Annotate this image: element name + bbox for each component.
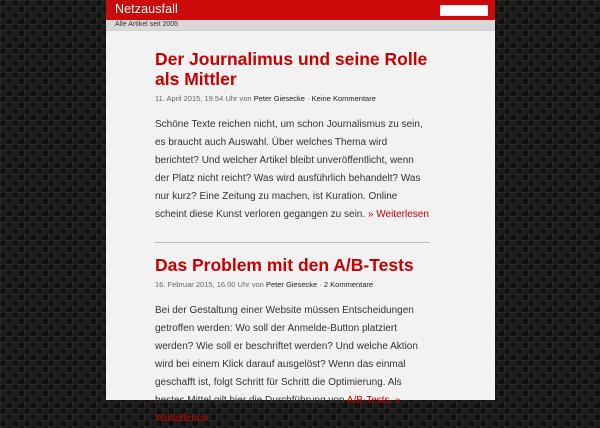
- header-search-box[interactable]: [440, 5, 488, 16]
- post-title-link[interactable]: Das Problem mit den A/B-Tests: [155, 255, 414, 275]
- site-tagline: Alle Artikel seit 2005: [115, 21, 179, 28]
- read-more-link[interactable]: » Weiterlesen: [367, 209, 429, 220]
- site-container: [106, 0, 495, 424]
- post-title-link[interactable]: Der Journalimus und seine Rolle als Mittler: [155, 49, 428, 89]
- post-title: [155, 49, 430, 89]
- tagline-bar: [106, 20, 495, 31]
- meta-separator: ·: [307, 94, 310, 103]
- site-title-link[interactable]: Netzausfall: [115, 2, 178, 16]
- post-date: 16. Februar 2015, 16.00 Uhr: [155, 280, 250, 289]
- post-meta: [155, 280, 430, 290]
- post-author-link[interactable]: Peter Giesecke: [265, 280, 318, 289]
- post-article: [155, 49, 430, 224]
- post-excerpt: [155, 302, 430, 428]
- post-comments-link[interactable]: 2 Kommentare: [323, 280, 374, 289]
- post-by: von: [239, 94, 252, 103]
- inline-link-ab-tests[interactable]: A/B-Tests: [346, 395, 390, 406]
- post-meta: [155, 94, 430, 104]
- post-author-link[interactable]: Peter Giesecke: [253, 94, 305, 103]
- site-header: [106, 0, 495, 20]
- post-comments-link[interactable]: Keine Kommentare: [311, 94, 376, 103]
- post-divider: [155, 242, 430, 243]
- post-title: [155, 255, 430, 275]
- post-date: 11. April 2015, 19.54 Uhr: [155, 94, 238, 103]
- post-excerpt-text: Schöne Texte reichen nicht, um schon Journalismus zu sein, es braucht auch Auswahl. Über welches Thema wird berichtet? Und welcher Artikel bleibt unveröffentlicht, wenn der Platz nicht reicht? Was wird ausführlich behandelt? Was nur kurz? Eine Zeitung zu machen, ist Kuration. Online scheint diese Kunst verloren gegangen zu sein.: [155, 119, 423, 220]
- post-by: von: [251, 280, 264, 289]
- post-excerpt-text: Bei der Gestaltung einer Website müssen Entscheidungen getroffen werden: Wo soll der Anmelde-Button platziert werden? Wie soll er beschriftet werden? Und welche Aktion wird bei einem Klick darauf ausgelöst? Wenn das einmal geschafft ist, folgt Schritt für Schritt die Optimierung. Als bestes Mittel gilt hier die Durchführung von: [155, 305, 418, 406]
- post-article: [155, 255, 430, 428]
- main-content: [106, 49, 495, 428]
- post-excerpt: [155, 116, 430, 224]
- meta-separator: ·: [319, 280, 322, 289]
- read-more-link[interactable]: . » Weiterlesen: [155, 395, 401, 424]
